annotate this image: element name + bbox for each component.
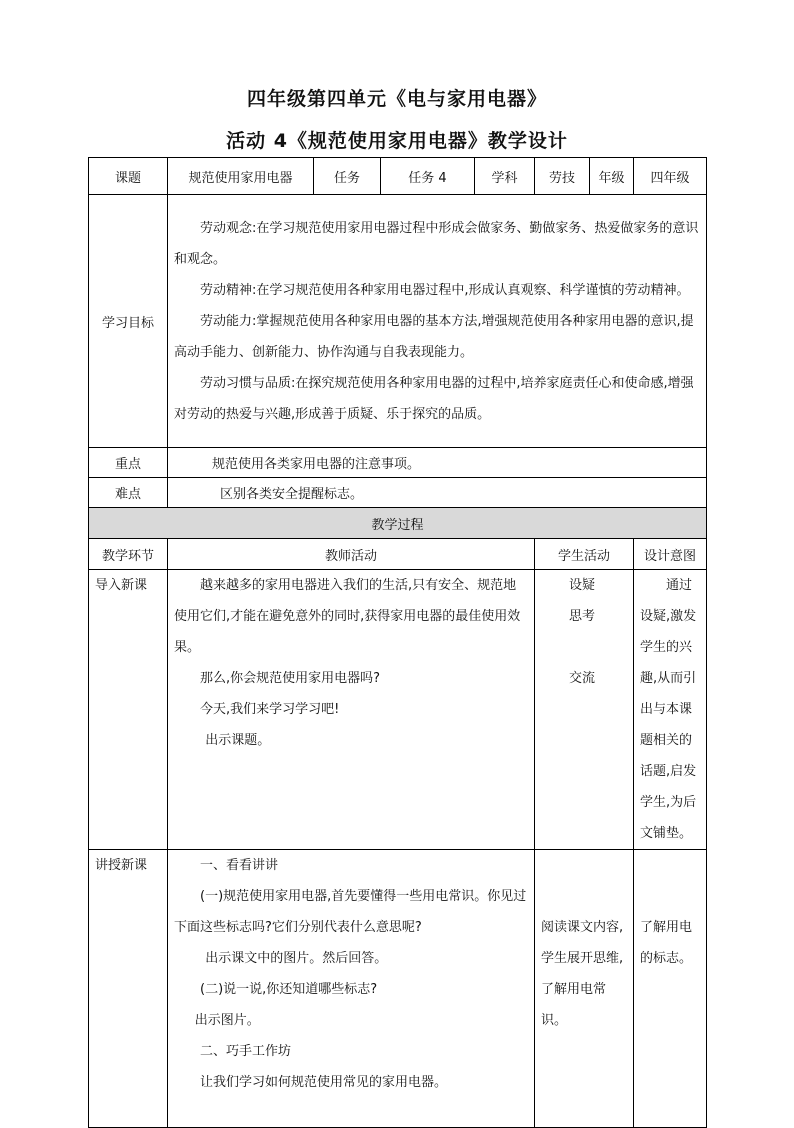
- goals-content: [168, 195, 707, 448]
- lecture-student-text: 阅读课文内容,学生展开思维,了解用电常识。: [541, 920, 624, 1028]
- task-label: 任务: [314, 158, 381, 195]
- student-header: 学生活动: [535, 539, 634, 570]
- difficulty-row: [89, 478, 707, 508]
- difficulty-label: 难点: [89, 478, 168, 508]
- lecture-teacher-text: 让我们学习如何规范使用常见的家用电器。: [200, 1075, 448, 1090]
- intro-student-text: [569, 632, 633, 663]
- goal-item: 劳动观念:在学习规范使用家用电器过程中形成会做家务、勤做家务、热爱做家务的意识和观念。: [174, 220, 699, 267]
- topic-label: 课题: [89, 158, 168, 195]
- task-value: 任务 4: [381, 158, 475, 195]
- lecture-stage: 讲授新课: [89, 850, 168, 1128]
- key-point-row: [89, 448, 707, 478]
- lecture-teacher-text: 出示课文中的图片。然后回答。: [205, 951, 388, 966]
- lecture-teacher-text: (一)规范使用家用电器,首先要懂得一些用电常识。你见过下面这些标志吗?它们分别代表什么意思呢?: [174, 889, 527, 935]
- goals-row: [89, 195, 707, 448]
- intro-intent-text: 通过设疑,激发学生的兴趣,从而引出与本课题相关的话题,启发学生,为后文铺垫。: [640, 578, 697, 841]
- intro-teacher: [168, 570, 535, 850]
- lecture-teacher-text: 二、巧手工作坊: [200, 1044, 292, 1059]
- goal-item: 劳动习惯与品质:在探究规范使用各种家用电器的过程中,培养家庭责任心和使命感,增强对劳动的热爱与兴趣,形成善于质疑、乐于探究的品质。: [174, 375, 694, 422]
- key-point-text: 规范使用各类家用电器的注意事项。: [168, 448, 707, 478]
- lecture-student: [535, 850, 634, 1128]
- intro-row: [89, 570, 707, 850]
- lecture-teacher-text: (二)说一说,你还知道哪些标志?: [200, 982, 378, 997]
- intro-teacher-text: 那么,你会规范使用家用电器吗?: [200, 671, 381, 686]
- process-heading: 教学过程: [89, 508, 707, 539]
- grade-value: 四年级: [634, 158, 707, 195]
- intro-teacher-text: 越来越多的家用电器进入我们的生活,只有安全、规范地使用它们,才能在避免意外的同时,获得家用电器的最佳使用效果。: [174, 578, 521, 655]
- lecture-row: [89, 850, 707, 1128]
- document-title: 四年级第四单元《电与家用电器》: [246, 88, 547, 110]
- difficulty-text: 区别各类安全提醒标志。: [168, 478, 707, 508]
- stage-header: 教学环节: [89, 539, 168, 570]
- lecture-teacher-text: 一、看看讲讲: [200, 858, 279, 873]
- lecture-intent-text: 了解用电的标志。: [640, 920, 693, 966]
- process-header-row: [89, 539, 707, 570]
- document-subtitle: 活动 4《规范使用家用电器》教学设计: [226, 130, 568, 152]
- intent-header: 设计意图: [634, 539, 707, 570]
- lesson-plan-table: [88, 157, 707, 1128]
- intro-teacher-text: 今天,我们来学习学习吧!: [200, 702, 340, 717]
- topic-value: 规范使用家用电器: [168, 158, 314, 195]
- teacher-header: 教师活动: [168, 539, 535, 570]
- goals-label: 学习目标: [89, 195, 168, 448]
- grade-label: 年级: [590, 158, 634, 195]
- intro-intent: [634, 570, 707, 850]
- process-heading-row: [89, 508, 707, 539]
- intro-teacher-text: 出示课题。: [205, 733, 271, 748]
- key-point-label: 重点: [89, 448, 168, 478]
- subject-value: 劳技: [535, 158, 590, 195]
- lecture-intent: [634, 850, 707, 1128]
- lecture-teacher: [168, 850, 535, 1128]
- goal-item: 劳动精神:在学习规范使用各种家用电器过程中,形成认真观察、科学谨慎的劳动精神。: [200, 282, 690, 298]
- intro-student-text: 设疑: [569, 578, 596, 593]
- lecture-teacher-text: 出示图片。: [194, 1013, 260, 1028]
- info-row: [89, 158, 707, 195]
- goal-item: 劳动能力:掌握规范使用各种家用电器的基本方法,增强规范使用各种家用电器的意识,提高动手能力、创新能力、协作沟通与自我表现能力。: [174, 313, 694, 360]
- subject-label: 学科: [475, 158, 535, 195]
- intro-student: [535, 570, 634, 850]
- intro-student-text: 交流: [569, 671, 596, 686]
- intro-stage: 导入新课: [89, 570, 168, 850]
- intro-student-text: 思考: [569, 609, 596, 624]
